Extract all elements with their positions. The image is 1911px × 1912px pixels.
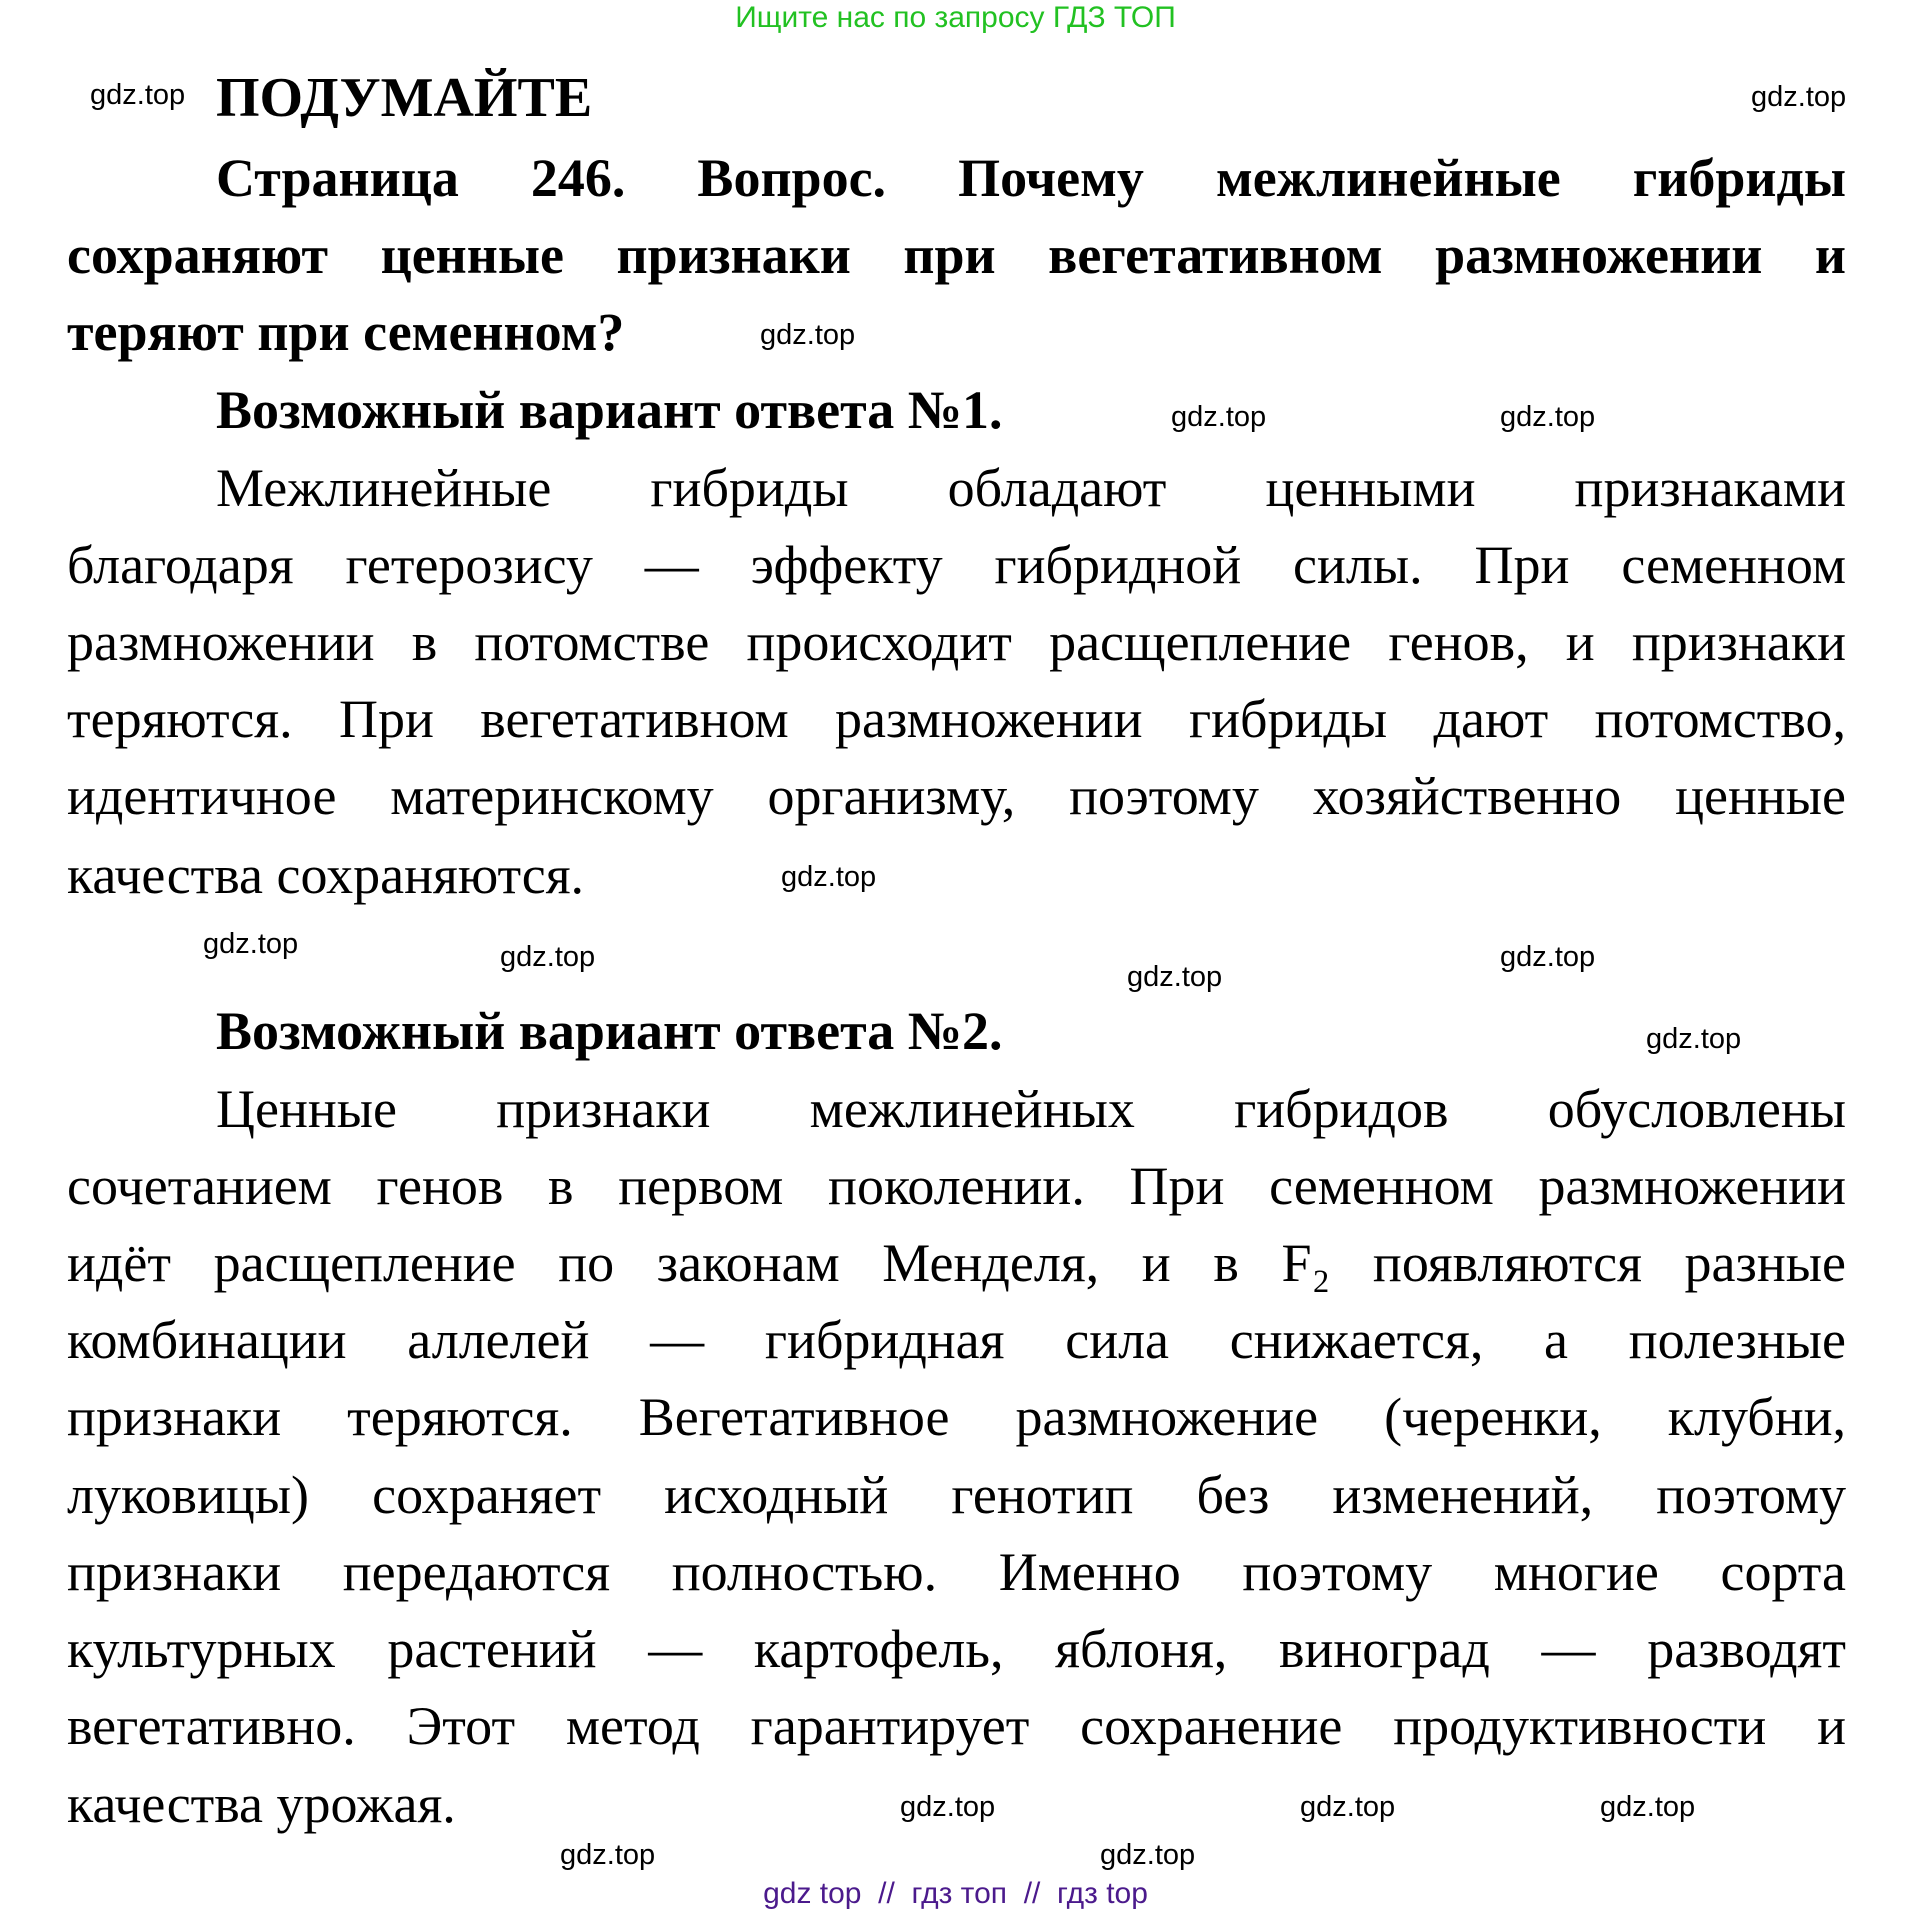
watermark: gdz.top: [1646, 1023, 1742, 1055]
watermark: gdz.top: [500, 941, 596, 973]
watermark: gdz.top: [900, 1791, 996, 1823]
answer-1-line: благодаря гетерозису — эффекту гибридной силы. При семенном: [67, 535, 1846, 595]
answer-2-line: комбинации аллелей — гибридная сила снижается, а полезные: [67, 1310, 1846, 1370]
watermark: gdz.top: [1171, 401, 1267, 433]
search-banner: Ищите нас по запросу ГДЗ ТОП: [735, 1, 1176, 34]
answer-1-heading: Возможный вариант ответа №1.: [216, 380, 1003, 440]
answer-2-line: идёт расщепление по законам Менделя, и в F₂ появляются разные: [67, 1233, 1846, 1293]
answer-2-line: Ценные признаки межлинейных гибридов обусловлены: [216, 1079, 1846, 1139]
watermark: gdz.top: [1127, 961, 1223, 993]
watermark: gdz.top: [1600, 1791, 1696, 1823]
watermark: gdz.top: [90, 79, 186, 111]
answer-1-line: качества сохраняются.: [67, 845, 585, 905]
answer-2-heading: Возможный вариант ответа №2.: [216, 1001, 1003, 1061]
watermark: gdz.top: [781, 861, 877, 893]
watermark: gdz.top: [1300, 1791, 1396, 1823]
watermark: gdz.top: [560, 1839, 656, 1871]
answer-1-line: Межлинейные гибриды обладают ценными признаками: [216, 458, 1846, 518]
answer-2-line: сочетанием генов в первом поколении. При семенном размножении: [67, 1156, 1846, 1216]
answer-1-line: размножении в потомстве происходит расщепление генов, и признаки: [67, 612, 1846, 672]
watermark: gdz.top: [1100, 1839, 1196, 1871]
watermark: gdz.top: [203, 928, 299, 960]
question-line: Страница 246. Вопрос. Почему межлинейные гибриды: [216, 148, 1846, 208]
footer-links: gdz top // гдз топ // гдз top: [763, 1877, 1148, 1910]
answer-1-line: идентичное материнскому организму, поэтому хозяйственно ценные: [67, 766, 1846, 826]
answer-2-line: признаки передаются полностью. Именно поэтому многие сорта: [67, 1542, 1846, 1602]
watermark: gdz.top: [1500, 941, 1596, 973]
answer-2-line: вегетативно. Этот метод гарантирует сохранение продуктивности и: [67, 1696, 1846, 1756]
question-line: теряют при семенном?: [67, 302, 625, 362]
watermark: gdz.top: [760, 319, 856, 351]
answer-2-line: луковицы) сохраняет исходный генотип без изменений, поэтому: [67, 1465, 1846, 1525]
answer-2-line: качества урожая.: [67, 1774, 456, 1834]
section-title: ПОДУМАЙТЕ: [216, 67, 593, 129]
answer-2-line: культурных растений — картофель, яблоня, виноград — разводят: [67, 1619, 1846, 1679]
watermark: gdz.top: [1500, 401, 1596, 433]
answer-2-line: признаки теряются. Вегетативное размножение (черенки, клубни,: [67, 1387, 1846, 1447]
question-line: сохраняют ценные признаки при вегетативном размножении и: [67, 225, 1846, 285]
answer-1-line: теряются. При вегетативном размножении гибриды дают потомство,: [67, 689, 1846, 749]
watermark: gdz.top: [1751, 81, 1847, 113]
